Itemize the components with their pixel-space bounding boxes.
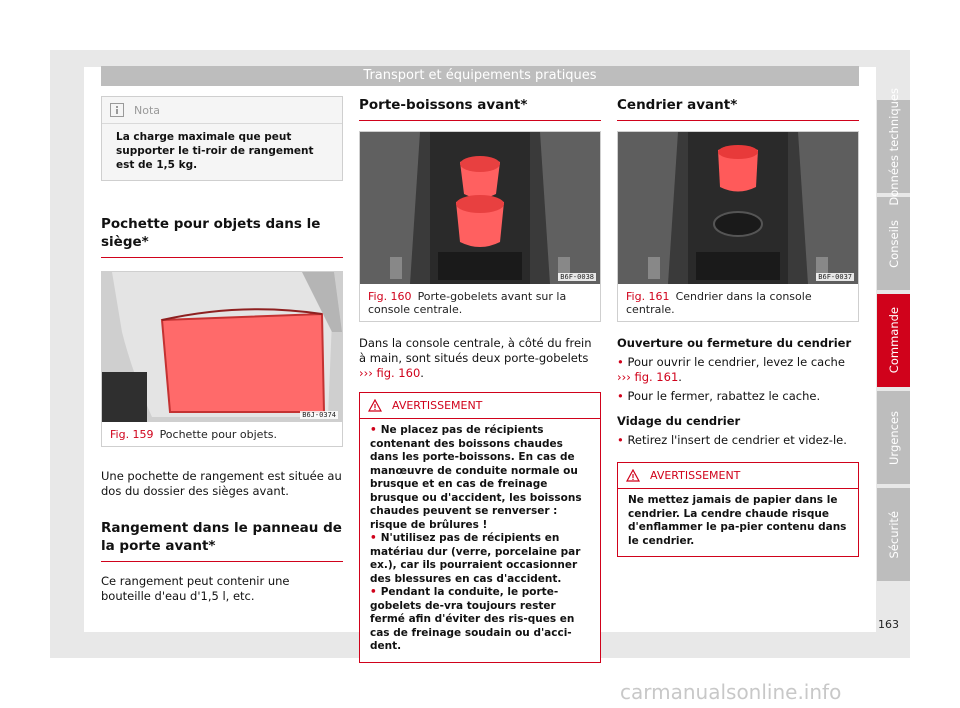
column-1 — [101, 96, 343, 604]
section-title-cupholder: Porte-boissons avant* — [359, 96, 601, 121]
subheading-open-close: Ouverture ou fermeture du cendrier — [617, 336, 852, 350]
figure-caption — [618, 284, 858, 321]
figure-code: B6J-0374 — [302, 411, 336, 419]
figure-caption-text: Pochette pour objets. — [159, 428, 277, 441]
figure-ref-link[interactable]: ››› fig. 161 — [617, 370, 679, 384]
warning-box — [617, 462, 859, 557]
warning-item: • Pendant la conduite, le porte-gobelets de-vra toujours rester fermé afin d'éviter des ris-ques en cas de freinage soudain ou d'acci-dent. — [370, 586, 575, 652]
seat-back-illustration — [102, 272, 342, 422]
tab-conseils[interactable]: Conseils — [877, 197, 910, 290]
bullet-empty: • Retirez l'insert de cendrier et videz-le. — [617, 433, 847, 447]
section-sidebar — [877, 87, 910, 585]
figure-caption — [360, 284, 600, 321]
cupholder-illustration — [360, 132, 600, 284]
warning-item: • N'utilisez pas de récipients en matériau dur (verre, porcelaine par ex.), car ils pourraient occasionner des blessures en cas d'accident. — [370, 532, 581, 585]
warning-icon — [626, 469, 640, 482]
cupholder-image — [360, 132, 600, 284]
section-title-seat-pocket: Pochette pour objets dans le siège* — [101, 215, 343, 258]
figure-caption-text: Cendrier dans la console centrale. — [626, 290, 812, 316]
page-header: Transport et équipements pratiques — [101, 66, 859, 86]
figure-code: B6F-0037 — [818, 273, 852, 281]
ashtray-illustration — [618, 132, 858, 284]
warning-icon — [368, 399, 382, 412]
bullet-open: • Pour ouvrir le cendrier, levez le cache ››› fig. 161. — [617, 355, 845, 384]
warning-label: AVERTISSEMENT — [392, 399, 483, 412]
warning-item: • Ne placez pas de récipients contenant des boissons chaudes dans les porte-boissons. En cas de manœuvre de conduite normale ou brusque et en cas de freinage brusque ou d'accident, les boissons chaudes peuvent se renverser : risque de brûlures ! — [370, 424, 582, 531]
column-3 — [617, 96, 859, 557]
warning-box — [359, 392, 601, 663]
tab-donnees-techniques[interactable]: Données techniques — [877, 100, 910, 193]
tab-urgences[interactable]: Urgences — [877, 391, 910, 484]
seat-pocket-text: Une pochette de rangement est située au dos du dossier des sièges avant. — [101, 469, 342, 498]
warning-label: AVERTISSEMENT — [650, 469, 741, 482]
warning-text: Ne mettez jamais de papier dans le cendrier. La cendre chaude risque d'enflammer le pa-pier contenu dans le cendrier. — [628, 494, 847, 547]
note-text: La charge maximale que peut supporter le ti-roir de rangement est de 1,5 kg. — [116, 131, 314, 171]
figure-number: Fig. 159 — [110, 428, 154, 441]
seat-pocket-image — [102, 272, 342, 422]
column-2 — [359, 96, 601, 663]
figure-number: Fig. 161 — [626, 290, 670, 303]
figure-code: B6F-0038 — [560, 273, 594, 281]
note-box — [101, 96, 343, 181]
watermark: carmanualsonline.info — [620, 680, 842, 704]
figure-160 — [359, 131, 601, 322]
figure-number: Fig. 160 — [368, 290, 412, 303]
tab-securite[interactable]: Sécurité — [877, 488, 910, 581]
bullet-close: • Pour le fermer, rabattez le cache. — [617, 389, 821, 403]
figure-caption-text: Porte-gobelets avant sur la console centrale. — [368, 290, 567, 316]
subheading-empty: Vidage du cendrier — [617, 414, 741, 428]
tab-commande[interactable]: Commande — [877, 294, 910, 387]
info-icon — [110, 103, 124, 117]
cupholder-text: Dans la console centrale, à côté du frein à main, sont situés deux porte-gobelets ››› fig. 160. — [359, 336, 592, 380]
figure-ref-link[interactable]: ››› fig. 160 — [359, 366, 421, 380]
figure-caption — [102, 422, 342, 446]
door-storage-text: Ce rangement peut contenir une bouteille d'eau d'1,5 l, etc. — [101, 574, 290, 603]
section-title-ashtray: Cendrier avant* — [617, 96, 859, 121]
ashtray-image — [618, 132, 858, 284]
section-title-door-storage: Rangement dans le panneau de la porte avant* — [101, 519, 343, 562]
figure-161 — [617, 131, 859, 322]
page-number: 163 — [878, 618, 899, 631]
note-label: Nota — [134, 103, 161, 117]
figure-159 — [101, 271, 343, 447]
